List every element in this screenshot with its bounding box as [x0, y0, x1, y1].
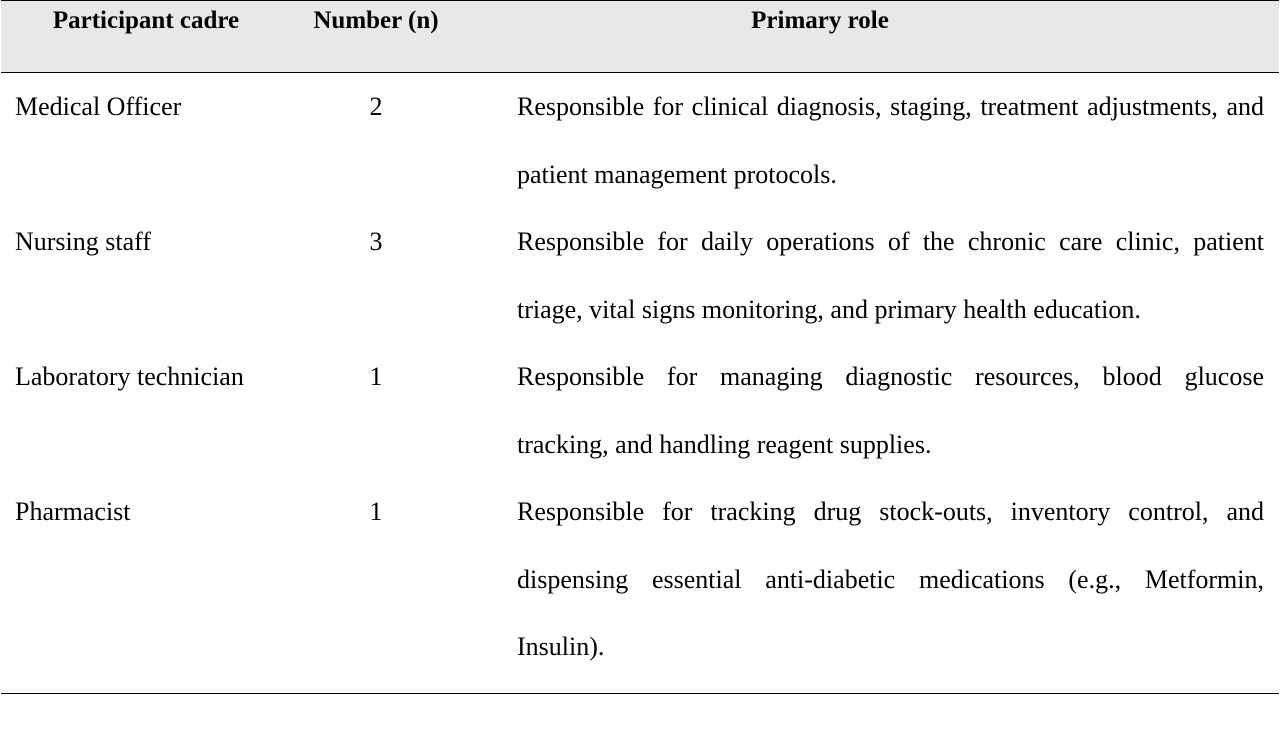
cell-role: Responsible for tracking drug stock-outs, inventory control, and dispensing essential anti-diabetic medications (e.g., Metformin, Insulin).	[501, 478, 1279, 693]
table-row	[1, 343, 1279, 478]
cell-role: Responsible for daily operations of the chronic care clinic, patient triage, vital signs monitoring, and primary health education.	[517, 227, 1264, 324]
cell-cadre: Pharmacist	[1, 478, 291, 693]
header-number: Number (n)	[291, 1, 501, 73]
table-header	[1, 1, 1279, 73]
header-participant-cadre: Participant cadre	[1, 1, 291, 73]
cell-cadre: Nursing staff	[15, 227, 152, 256]
cell-number: 1	[369, 362, 383, 391]
cell-number: 1	[291, 478, 501, 693]
table-row	[1, 73, 1279, 209]
cell-role: Responsible for managing diagnostic resources, blood glucose tracking, and handling reagent supplies.	[517, 362, 1264, 459]
cell-cadre: Laboratory technician	[15, 362, 244, 391]
header-primary-role: Primary role	[501, 1, 1279, 73]
table-body	[1, 73, 1279, 694]
cell-cadre: Medical Officer	[15, 92, 182, 121]
table-row	[1, 478, 1279, 693]
cell-number: 3	[369, 227, 383, 256]
header-row	[1, 1, 1279, 73]
participants-table	[1, 0, 1279, 694]
table-row	[1, 208, 1279, 343]
cell-number: 2	[369, 92, 383, 121]
cell-role: Responsible for clinical diagnosis, staging, treatment adjustments, and patient management protocols.	[517, 92, 1264, 189]
